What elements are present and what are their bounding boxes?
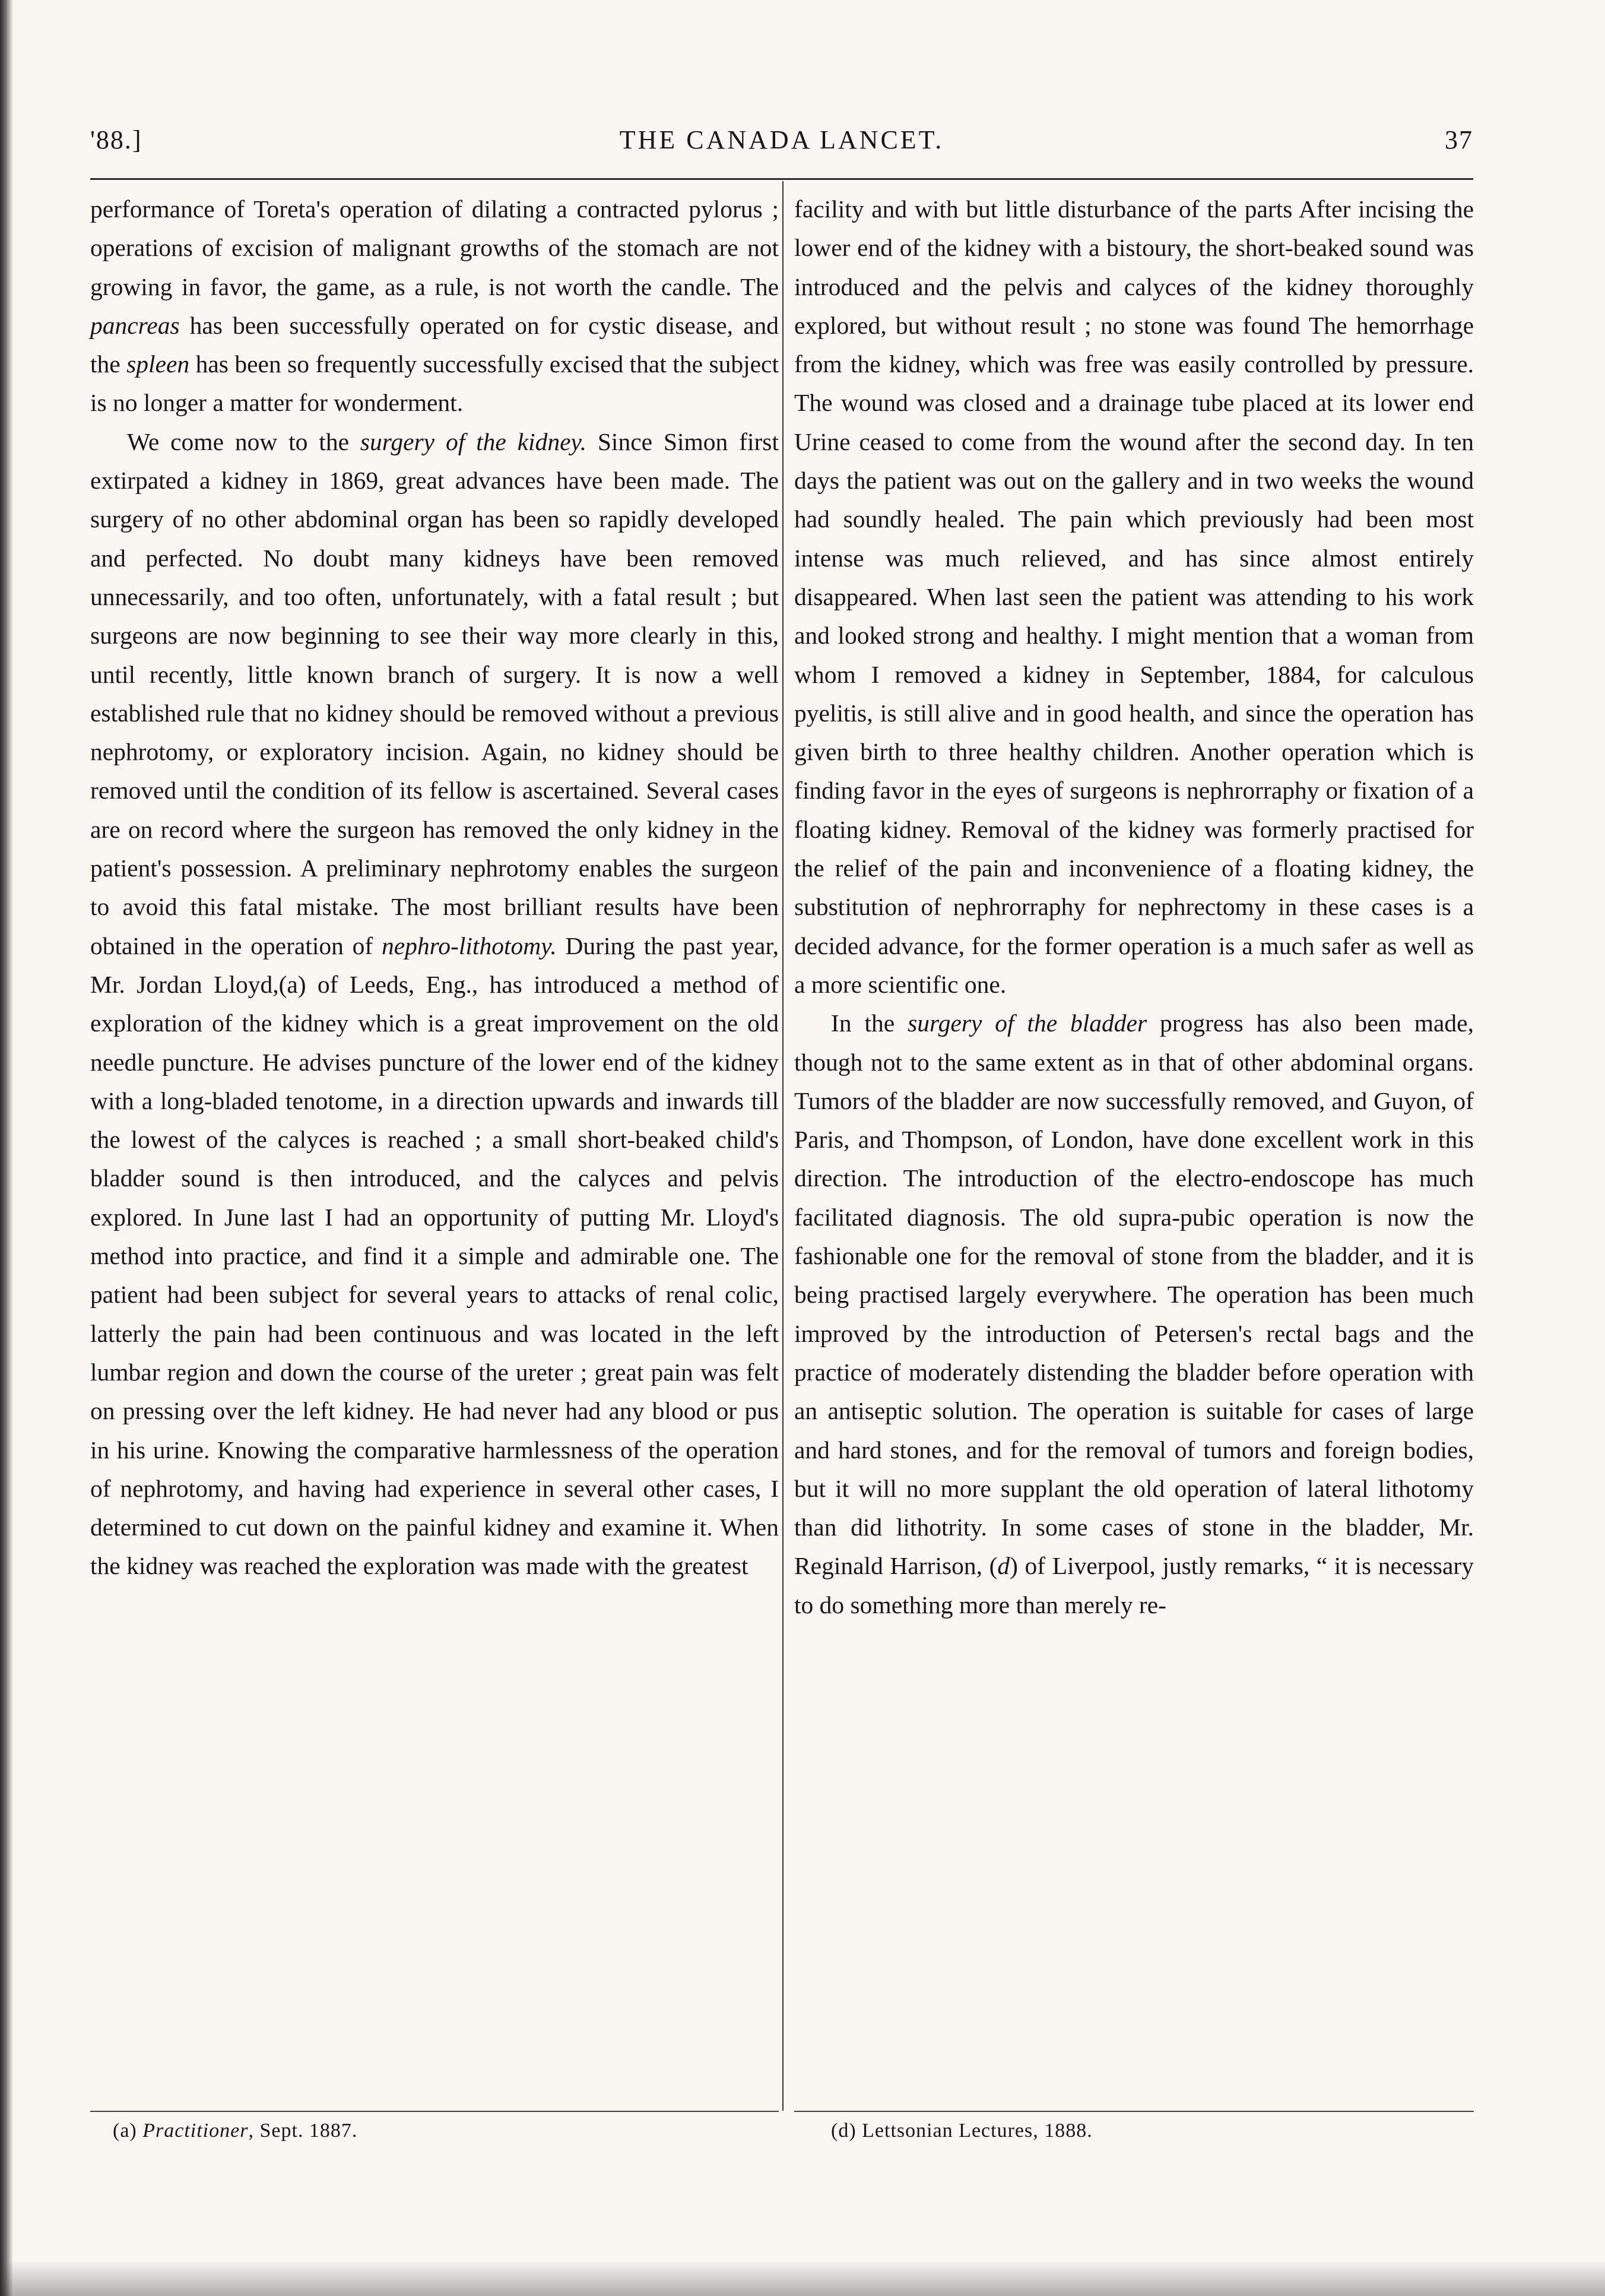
footnote-marker: (a) (113, 2120, 137, 2142)
right-column (794, 190, 1474, 1624)
footnote-rule-left (90, 2111, 779, 2112)
paragraph-text: ) of Liverpool, justly remarks, “ it is necessary to do something more than merely re- (794, 1552, 1474, 1619)
emphasis-d: d (997, 1552, 1010, 1580)
emphasis-nephro-lithotomy: nephro-lithotomy. (382, 932, 557, 959)
header-rule (90, 178, 1473, 180)
paragraph (794, 1004, 1474, 1624)
paragraph-text: has been successfully operated on for cystic disease, and the (90, 311, 779, 378)
footnote-a (113, 2120, 357, 2142)
paragraph-text: In the (831, 1009, 908, 1037)
paragraph-text: We come now to the (127, 427, 360, 455)
paragraph (90, 190, 779, 423)
footnote-date: , Sept. 1887. (248, 2120, 358, 2142)
column-divider (782, 181, 784, 2111)
footnote-marker: (d) (831, 2120, 857, 2142)
left-column (90, 190, 779, 1586)
page-number: 37 (1445, 125, 1473, 154)
footnote-d (831, 2120, 1093, 2142)
binding-edge (0, 0, 13, 2296)
paragraph-text: During the past year, Mr. Jordan Lloyd,(a) of Leeds, Eng., has introduced a method of exploration of the kidney which is a great improvement on the old needle puncture. He advises puncture of the lower end of the kidney with a long-bladed tenotome, in a direction upwards and inwards till the lowest of the calyces is reached ; a small short-beaked child's bladder sound is then introduced, and the calyces and pelvis explored. In June last I had an opportunity of putting Mr. Lloyd's method into practice, and find it a simple and admirable one. The patient had been subject for several years to attacks of renal colic, latterly the pain had been continuous and was located in the left lumbar region and down the course of the ureter ; great pain was felt on pressing over the left kidney. He had never had any blood or pus in his urine. Knowing the comparative harmlessness of the operation of nephrotomy, and having had experience in several other cases, I determined to cut down on the painful kidney and examine it. When the kidney was reached the exploration was made with the greatest (90, 932, 779, 1580)
journal-title: THE CANADA LANCET. (619, 125, 944, 154)
emphasis-surgery-of-bladder: surgery of the bladder (908, 1009, 1147, 1037)
running-header (90, 125, 1473, 166)
paragraph-text: performance of Toreta's operation of dilating a contracted pylorus ; operations of excision of malignant growths of the stomach are not growing in favor, the game, as a rule, is not worth the candle. The (90, 195, 779, 300)
paragraph-text: Since Simon first extirpated a kidney in 1869, great advances have been made. The surgery of no other abdominal organ has been so rapidly developed and perfected. No doubt many kidneys have been removed unnecessarily, and too often, unfortunately, with a fatal result ; but surgeons are now beginning to see their way more clearly in this, until recently, little known branch of surgery. It is now a well established rule that no kidney should be removed without a previous nephrotomy, or exploratory incision. Again, no kidney should be removed until the condition of its fellow is ascertained. Several cases are on record where the surgeon has removed the only kidney in the patient's possession. A preliminary nephrotomy enables the surgeon to avoid this fatal mistake. The most brilliant results have been obtained in the operation of (90, 427, 779, 959)
emphasis-surgery-of-kidney: surgery of the kidney. (360, 427, 586, 455)
paragraph (90, 423, 779, 1586)
footnote-source: Practitioner (142, 2120, 249, 2142)
footnote-rule-right (794, 2111, 1474, 2112)
paragraph-text: progress has also been made, though not to the same extent as in that of other abdominal organs. Tumors of the bladder are now successfully removed, and Guyon, of Paris, and Thompson, of London, have done excellent work in this direction. The introduction of the electro-endoscope has much facilitated diagnosis. The old supra-pubic operation is now the fashionable one for the removal of stone from the bladder, and it is being practised largely everywhere. The operation has been much improved by the introduction of Petersen's rectal bags and the practice of moderately distending the bladder before operation with an antiseptic solution. The operation is suitable for cases of large and hard stones, and for the removal of tumors and foreign bodies, but it will no more supplant the old operation of lateral lithotomy than did lithotrity. In some cases of stone in the bladder, Mr. Reginald Harrison, ( (794, 1009, 1474, 1580)
footnote-text: Lettsonian Lectures, 1888. (862, 2120, 1093, 2142)
header-year: '88.] (90, 125, 142, 154)
emphasis-spleen: spleen (126, 350, 190, 378)
paragraph: facility and with but little disturbance of the parts After incising the lower end of the kidney with a bistoury, the short-beaked sound was introduced and the pelvis and calyces of the kidney thoroughly explored, but without result ; no stone was found The hemorrhage from the kidney, which was free was easily controlled by pressure. The wound was closed and a drainage tube placed at its lower end Urine ceased to come from the wound after the second day. In ten days the patient was out on the gallery and in two weeks the wound had soundly healed. The pain which previously had been most intense was much relieved, and has since almost entirely disappeared. When last seen the patient was attending to his work and looked strong and healthy. I might mention that a woman from whom I removed a kidney in September, 1884, for calculous pyelitis, is still alive and in good health, and since the operation has given birth to three healthy children. Another operation which is finding favor in the eyes of surgeons is nephrorraphy or fixation of a floating kidney. Removal of the kidney was formerly practised for the relief of the pain and inconvenience of a floating kidney, the substitution of nephrorraphy for nephrectomy in these cases is a decided advance, for the former operation is a much safer as well as a more scientific one. (794, 195, 1474, 998)
paragraph-text: has been so frequently successfully excised that the subject is no longer a matter for wonderment. (90, 350, 779, 417)
emphasis-pancreas: pancreas (90, 311, 180, 339)
scan-shadow (0, 2260, 1605, 2296)
